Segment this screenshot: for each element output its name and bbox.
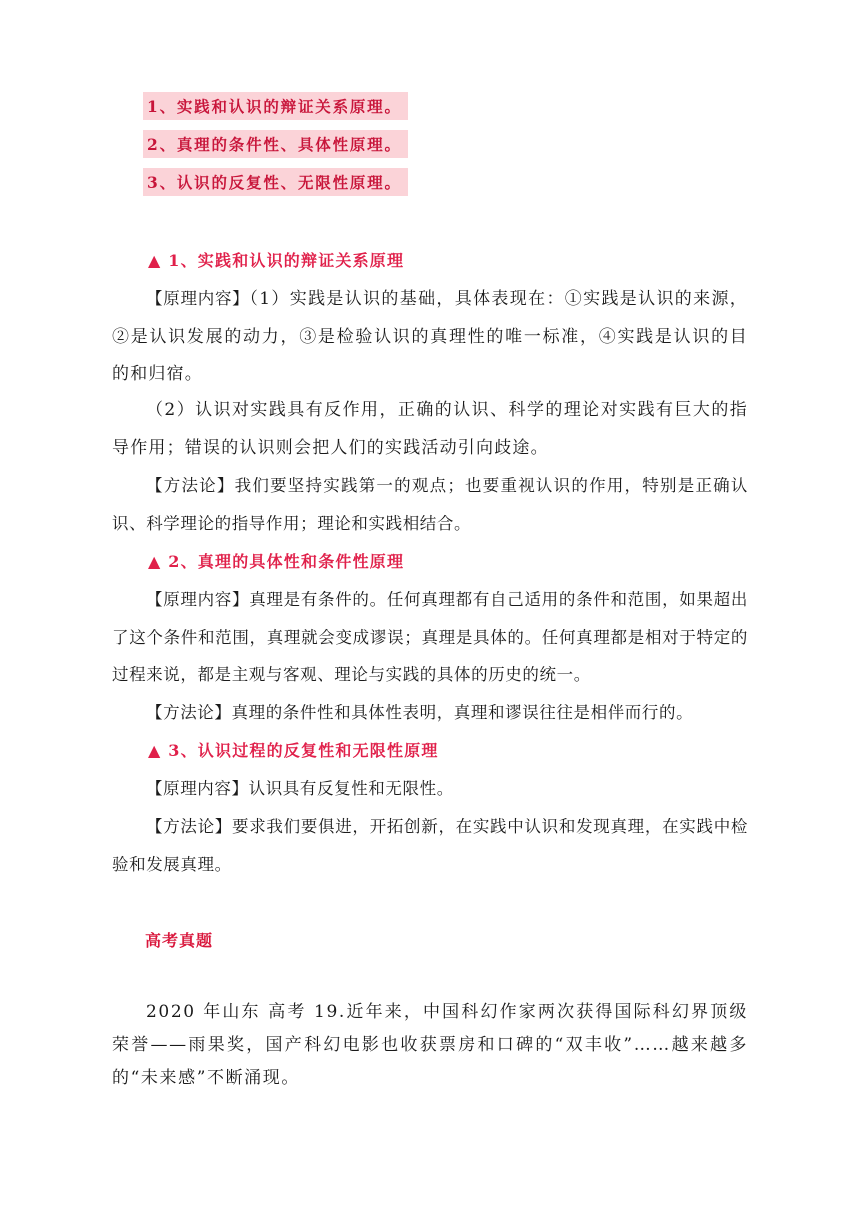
principle-text: 认识具有反复性和无限性。 bbox=[248, 779, 454, 798]
section-heading: ▲ 3、认识过程的反复性和无限性原理 bbox=[148, 741, 439, 760]
section-method bbox=[112, 694, 748, 732]
section-principle bbox=[112, 581, 748, 694]
principle-label: 【原理内容】 bbox=[146, 590, 250, 609]
exam-title: 高考真题 bbox=[145, 931, 214, 950]
summary-item: 2、真理的条件性、具体性原理。 bbox=[143, 130, 408, 158]
section-heading: ▲ 1、实践和认识的辩证关系原理 bbox=[148, 251, 405, 270]
principle-text: 真理是有条件的。任何真理都有自己适用的条件和范围，如果超出了这个条件和范围，真理就会变成谬误；真理是具体的。任何真理都是相对于特定的过程来说，都是主观与客观、理论与实践的具体的历史的统一。 bbox=[112, 590, 748, 684]
method-text: 真理的条件性和具体性表明，真理和谬误往往是相伴而行的。 bbox=[231, 703, 694, 722]
method-text: 要求我们要俱进，开拓创新，在实践中认识和发现真理，在实践中检验和发展真理。 bbox=[112, 817, 749, 874]
summary-list bbox=[143, 92, 408, 206]
principle-text: （1）实践是认识的基础，具体表现在：①实践是认识的来源，②是认识发展的动力，③是检验认识的真理性的唯一标准，④实践是认识的目的和归宿。 bbox=[112, 289, 748, 384]
exam-question: 2020 年山东 高考 19.近年来，中国科幻作家两次获得国际科幻界顶级荣誉——雨果奖，国产科幻电影也收获票房和口碑的“双丰收”……越来越多的“未来感”不断涌现。 bbox=[112, 1002, 748, 1088]
section-method bbox=[112, 808, 748, 883]
method-text: 我们要坚持实践第一的观点；也要重视认识的作用，特别是正确认识、科学理论的指导作用；理论和实践相结合。 bbox=[112, 476, 748, 533]
summary-item: 3、认识的反复性、无限性原理。 bbox=[143, 168, 408, 196]
method-label: 【方法论】 bbox=[146, 476, 235, 495]
section-method bbox=[112, 467, 748, 542]
section-principle bbox=[112, 280, 748, 394]
principle-text-2: （2）认识对实践具有反作用，正确的认识、科学的理论对实践有巨大的指导作用；错误的认识则会把人们的实践活动引向歧途。 bbox=[112, 400, 748, 458]
method-label: 【方法论】 bbox=[146, 817, 233, 836]
method-label: 【方法论】 bbox=[146, 703, 232, 722]
summary-item: 1、实践和认识的辩证关系原理。 bbox=[143, 92, 408, 120]
principle-label: 【原理内容】 bbox=[146, 779, 249, 798]
section-principle-2 bbox=[112, 392, 748, 467]
section-principle bbox=[112, 770, 748, 808]
section-heading: ▲ 2、真理的具体性和条件性原理 bbox=[148, 552, 405, 571]
principle-label: 【原理内容】 bbox=[146, 289, 250, 308]
